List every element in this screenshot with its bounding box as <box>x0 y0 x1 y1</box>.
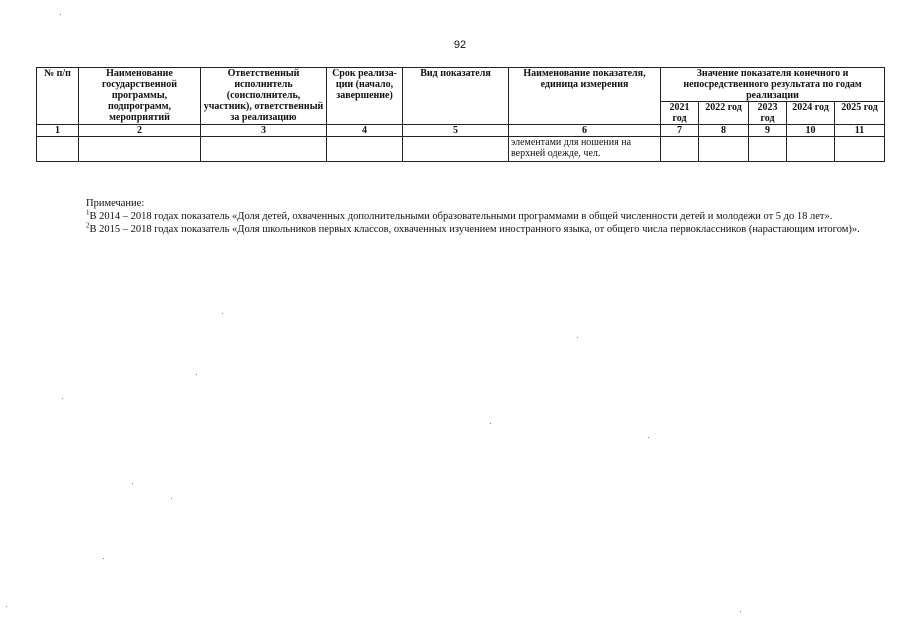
column-number: 7 <box>661 125 699 137</box>
header-indicator-type: Вид показателя <box>403 68 509 125</box>
cell-number <box>37 137 79 162</box>
scan-speck <box>196 374 197 375</box>
footnote-1-mark: 1 <box>86 208 90 217</box>
header-responsible: Ответственный исполнитель (соисполнитель, участник), ответственный за реализацию <box>201 68 327 125</box>
scan-speck <box>648 437 649 438</box>
header-year-2024: 2024 год <box>787 102 835 125</box>
cell-value-2023 <box>749 137 787 162</box>
header-program-name: Наименование государственной программы, подпрограмм, мероприятий <box>79 68 201 125</box>
cell-term <box>327 137 403 162</box>
column-number: 4 <box>327 125 403 137</box>
footnote-1 <box>36 210 886 223</box>
scan-speck <box>490 423 491 424</box>
cell-value-2022 <box>699 137 749 162</box>
scan-speck <box>103 558 104 559</box>
header-term: Срок реализа-ции (начало, завершение) <box>327 68 403 125</box>
column-number-row <box>37 125 885 137</box>
scan-speck <box>577 337 578 338</box>
column-number: 3 <box>201 125 327 137</box>
column-number: 6 <box>509 125 661 137</box>
cell-value-2025 <box>835 137 885 162</box>
table-row <box>37 137 885 162</box>
scan-speck <box>6 606 7 607</box>
cell-responsible <box>201 137 327 162</box>
notes-section <box>36 197 886 236</box>
column-number: 9 <box>749 125 787 137</box>
header-year-2021: 2021 год <box>661 102 699 125</box>
header-year-2023: 2023 год <box>749 102 787 125</box>
footnote-2-text: В 2015 – 2018 годах показатель «Доля школьников первых классов, охваченных изучением иностранного языка, от общего числа первоклассников (нарастающим итогом)». <box>89 224 860 235</box>
column-number: 8 <box>699 125 749 137</box>
column-number: 11 <box>835 125 885 137</box>
scan-speck <box>222 313 223 314</box>
cell-indicator-name: элементами для ношения на верхней одежде, чел. <box>509 137 661 162</box>
notes-title: Примечание: <box>86 198 145 209</box>
scan-speck <box>132 483 133 484</box>
cell-program-name <box>79 137 201 162</box>
scan-speck <box>171 498 172 499</box>
header-year-2022: 2022 год <box>699 102 749 125</box>
cell-value-2024 <box>787 137 835 162</box>
header-year-2025: 2025 год <box>835 102 885 125</box>
cell-value-2021 <box>661 137 699 162</box>
footnote-1-text: В 2014 – 2018 годах показатель «Доля детей, охваченных дополнительными образовательными программами в общей численности детей и молодежи от 5 до 18 лет». <box>89 211 833 222</box>
column-number: 10 <box>787 125 835 137</box>
column-number: 5 <box>403 125 509 137</box>
page-number: 92 <box>453 39 467 51</box>
footnote-2 <box>36 223 886 236</box>
indicators-table <box>36 67 885 162</box>
header-indicator-name: Наименование показателя, единица измерения <box>509 68 661 125</box>
footnote-2-mark: 2 <box>86 221 90 230</box>
header-values-group: Значение показателя конечного и непосредственного результата по годам реализации <box>661 68 885 102</box>
column-number: 2 <box>79 125 201 137</box>
column-number: 1 <box>37 125 79 137</box>
header-row <box>37 68 885 102</box>
header-number: № п/п <box>37 68 79 125</box>
cell-indicator-type <box>403 137 509 162</box>
scan-speck <box>60 14 61 15</box>
scan-speck <box>62 398 63 399</box>
scan-speck <box>740 611 741 612</box>
